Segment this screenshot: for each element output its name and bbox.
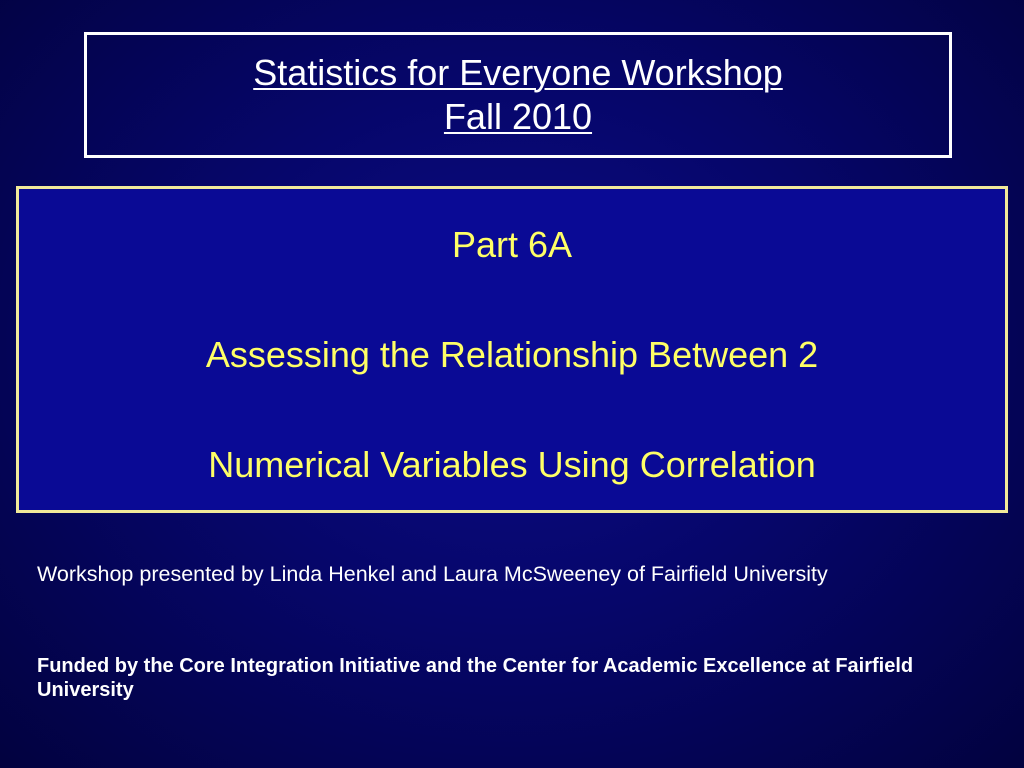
- presenters-text: Workshop presented by Linda Henkel and Laura McSweeney of Fairfield University: [37, 562, 828, 586]
- funding-text: Funded by the Core Integration Initiative and the Center for Academic Excellence at Fairfield University: [37, 655, 914, 701]
- title-box: [84, 32, 952, 158]
- title-line-1: Statistics for Everyone Workshop: [253, 52, 783, 93]
- subtitle-part: Part 6A: [451, 224, 573, 265]
- subtitle-line-2: Assessing the Relationship Between 2: [205, 334, 819, 375]
- title-line-2: Fall 2010: [443, 96, 593, 137]
- subtitle-line-3: Numerical Variables Using Correlation: [208, 444, 816, 485]
- subtitle-box: [16, 186, 1008, 513]
